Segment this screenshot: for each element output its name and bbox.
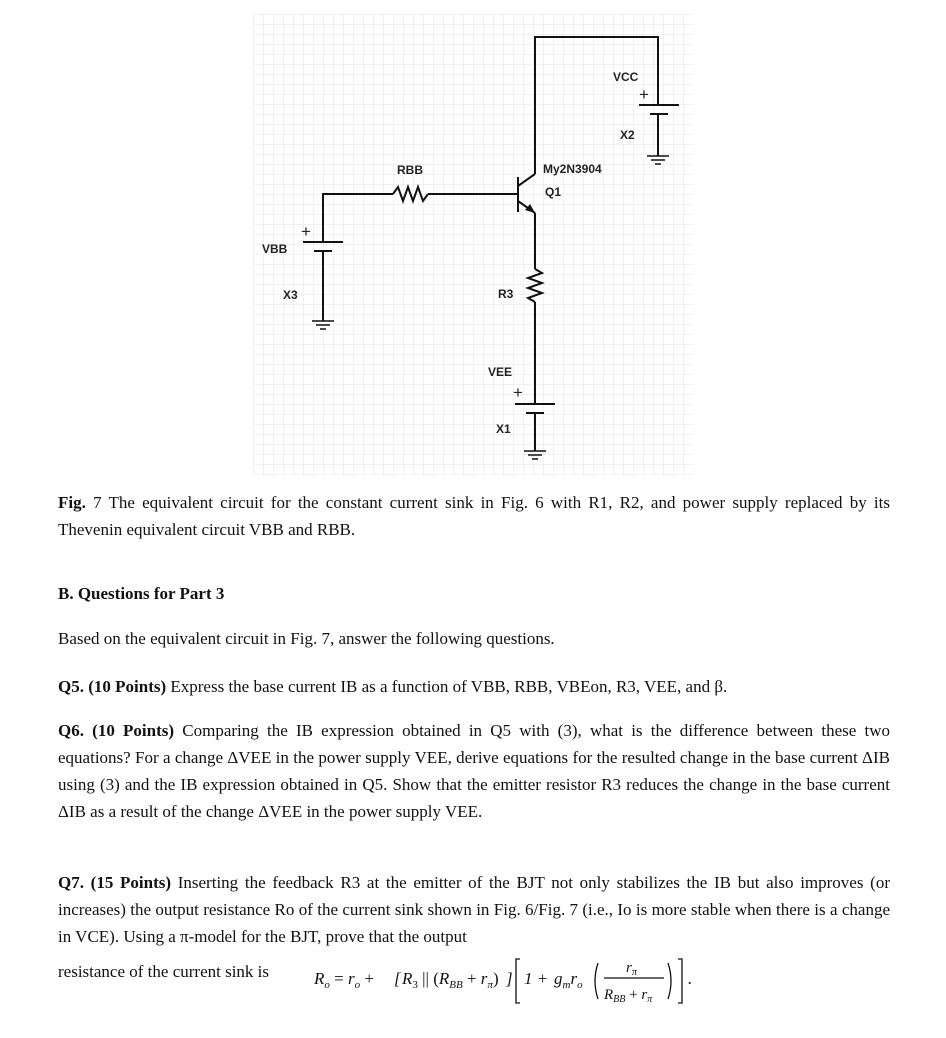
q5-label: Q5. (10 Points): [58, 677, 167, 696]
vbb-label: VBB: [262, 242, 288, 256]
x1-label: X1: [496, 422, 511, 436]
q6-text: Comparing the IB expression obtained in Q5 with (3), what is the difference between these two equations? For a change ΔVEE in the power supply VEE, derive equations for the resulted change in the base current ΔIB using (3) and the IB expression obtained in Q5. Show that the emitter resistor R3 reduces the change in the base current ΔIB as a result of the change ΔVEE in the power supply VEE.: [58, 721, 891, 821]
caption-text: 7 The equivalent circuit for the constant current sink in Fig. 6 with R1, R2, and power supply replaced by its Thevenin equivalent circuit VBB and RBB.: [58, 493, 890, 539]
svg-text:rπ: $r_\pi$: [626, 960, 637, 978]
q5-text: Express the base current IB as a function of VBB, RBB, VBEon, R3, VEE, and β.: [170, 677, 728, 696]
vcc-plus: +: [639, 85, 649, 104]
r3-label: R3: [498, 287, 514, 301]
question-q5: [58, 673, 890, 700]
section-heading: B. Questions for Part 3: [58, 584, 225, 603]
q-model-label: My2N3904: [543, 162, 602, 176]
question-q7: [58, 869, 890, 950]
equation-prefix: resistance of the current sink is: [58, 962, 270, 981]
vee-label: VEE: [488, 365, 513, 379]
q7-label: Q7. (15 Points): [58, 873, 172, 892]
intro-paragraph: Based on the equivalent circuit in Fig. 7, answer the following questions.: [58, 629, 555, 648]
svg-text:[: [: [394, 969, 401, 988]
vbb-plus: +: [301, 222, 311, 241]
output-resistance-equation: [314, 951, 714, 1011]
svg-text:1 +: 1 +: [524, 969, 549, 988]
circuit-schematic: [253, 14, 693, 476]
svg-text:R3 || (RBB + rπ): $R_3$ || $(R_{BB} + r_\pi)$: [402, 969, 499, 991]
svg-text:.: .: [688, 969, 693, 988]
q-name-label: Q1: [545, 185, 562, 199]
vee-plus: +: [513, 383, 523, 402]
rbb-label: RBB: [397, 163, 423, 177]
q7-text: Inserting the feedback R3 at the emitter of the BJT not only stabilizes the IB but also improves (or increases) the output resistance Ro of the current sink shown in Fig. 6/Fig. 7 (i.e., Io is more stable when there is a change in VCE). Using a π-model for the BJT, prove that the output: [58, 873, 890, 946]
figure-caption: [58, 489, 890, 543]
svg-text:RBB + rπ: $R_{BB} + r_\pi$: [604, 987, 653, 1005]
question-q6: [58, 717, 890, 825]
svg-text:Ro = ro +: $R_o = r_o$ +: [314, 969, 374, 991]
vcc-label: VCC: [613, 70, 639, 84]
x2-label: X2: [620, 128, 635, 142]
fig-label: Fig.: [58, 493, 86, 512]
x3-label: X3: [283, 288, 298, 302]
q6-label: Q6. (10 Points): [58, 721, 175, 740]
svg-text:gmro: $g_mr_o$: [554, 969, 583, 991]
svg-text:]: ]: [506, 969, 513, 988]
